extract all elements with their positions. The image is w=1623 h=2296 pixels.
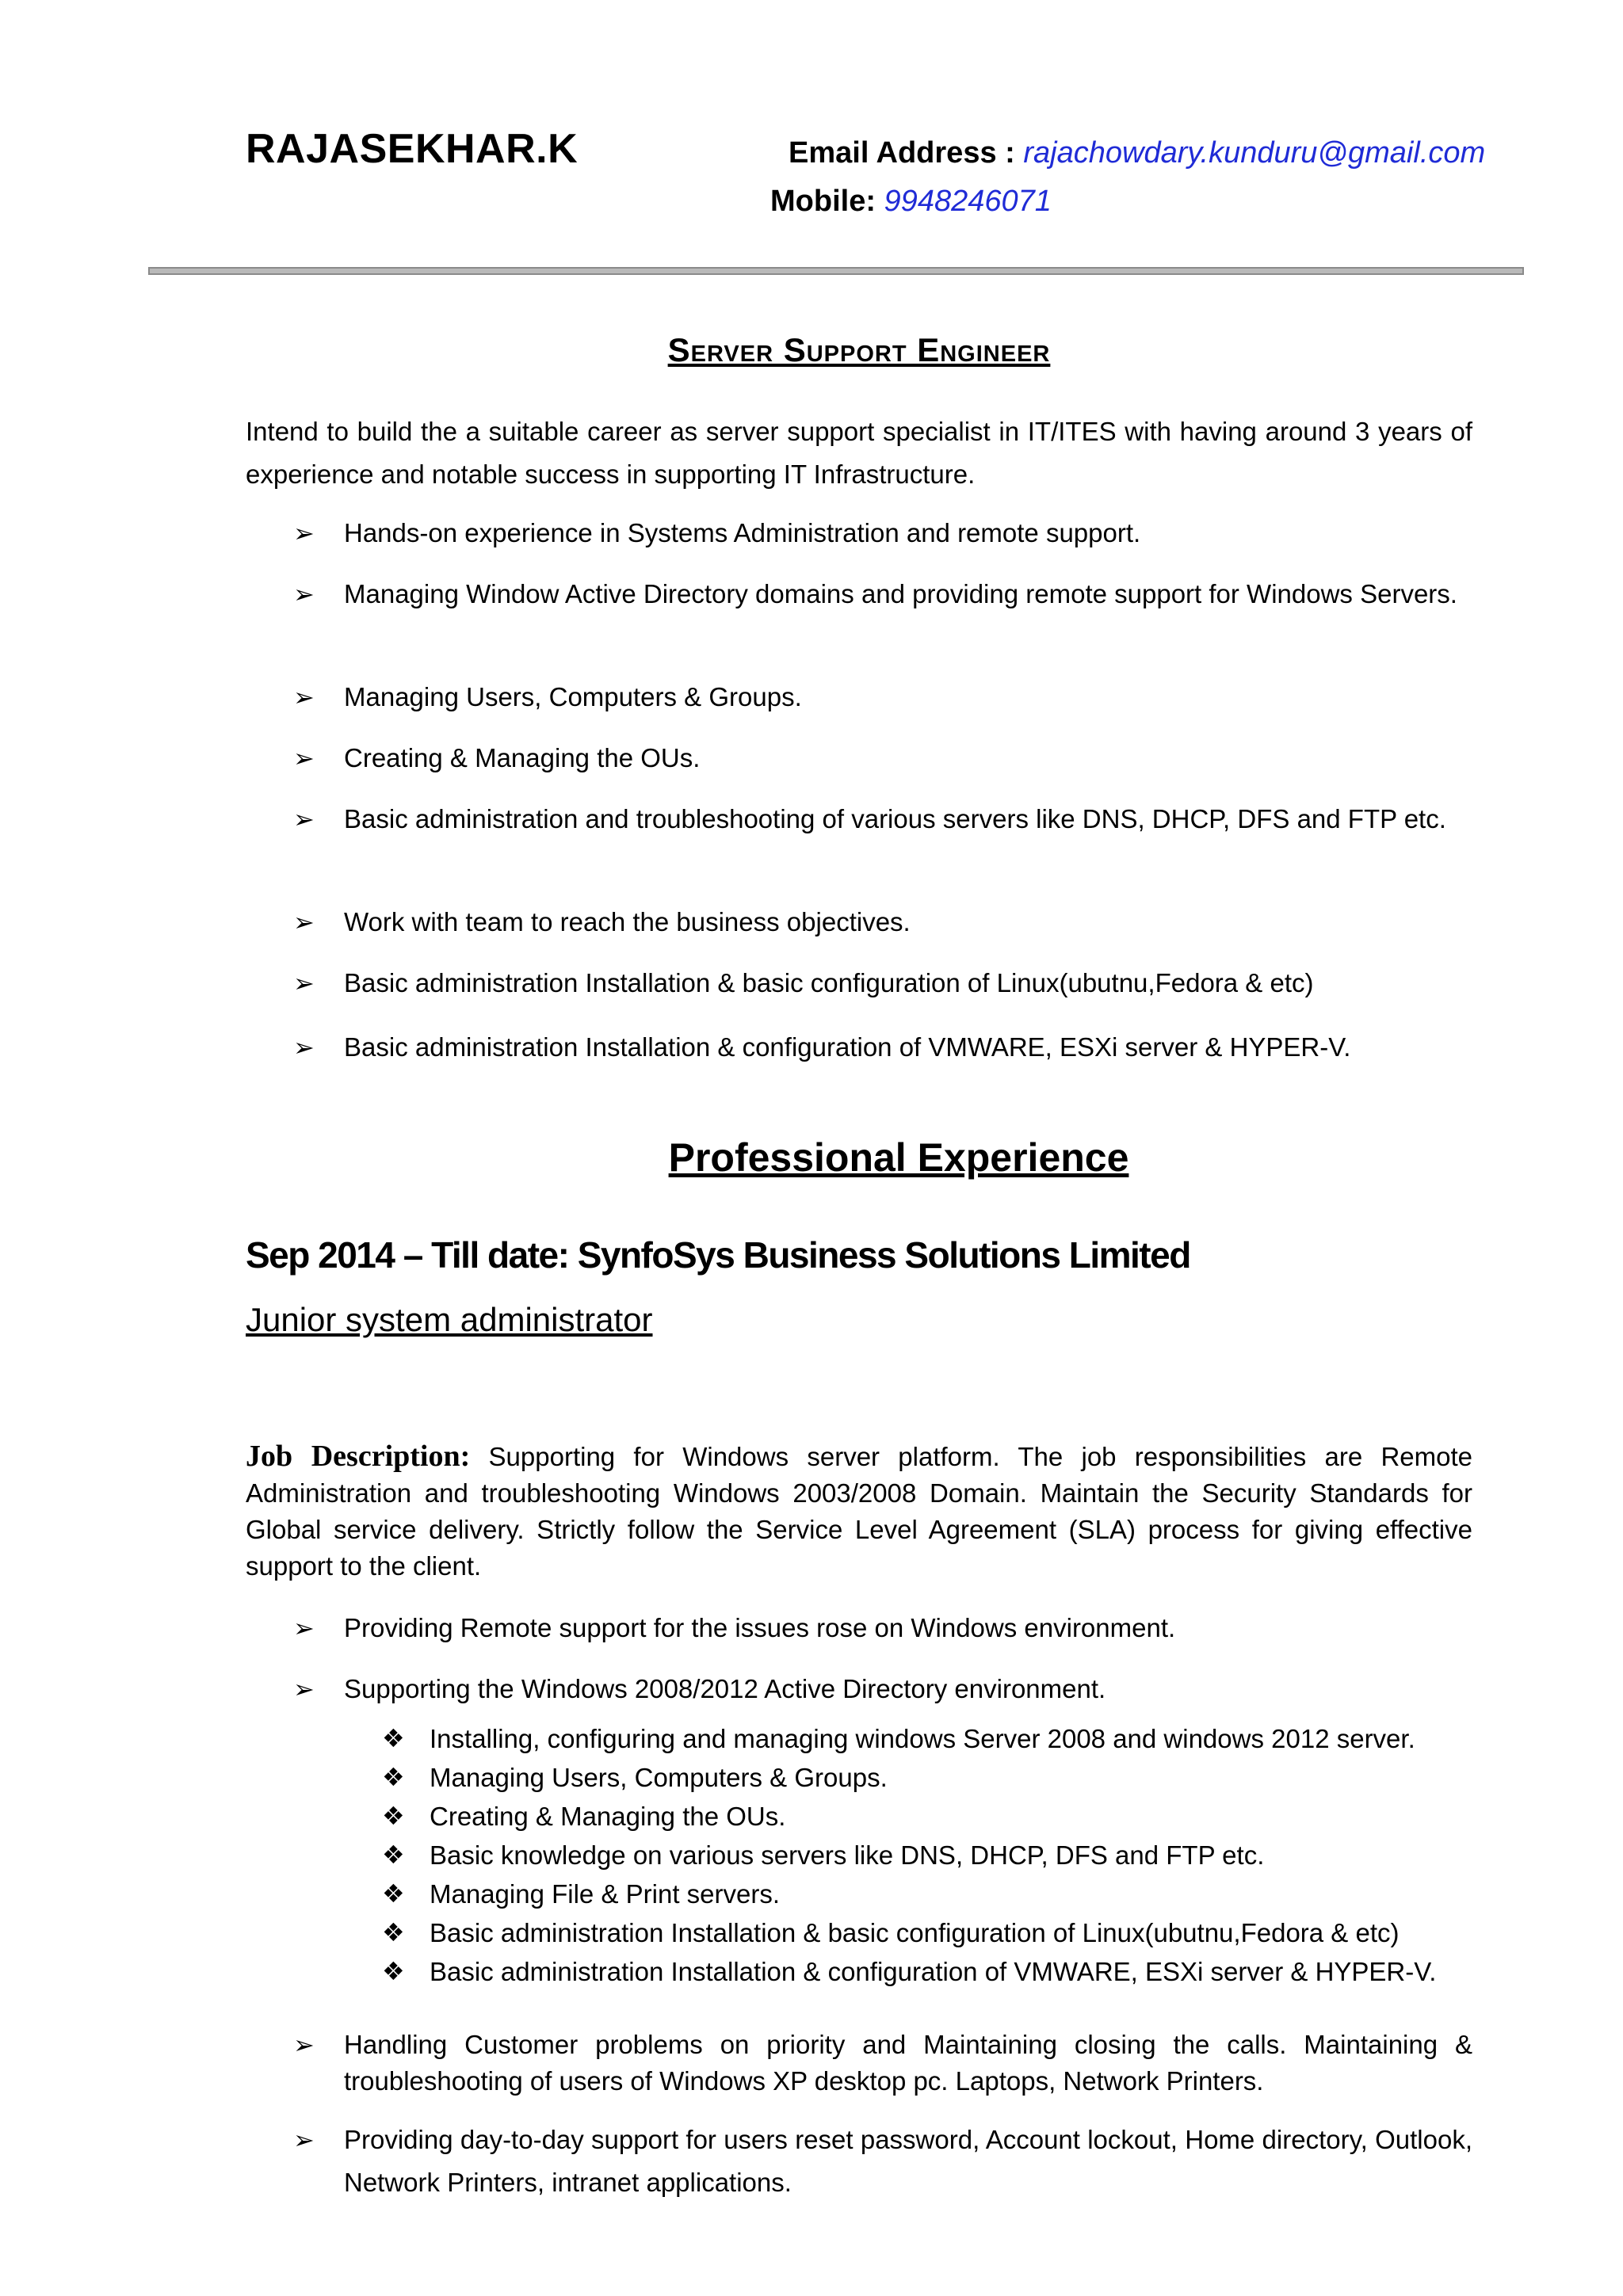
mobile-number: 9948246071 — [884, 185, 1052, 218]
arrow-bullet-icon: ➢ — [293, 969, 315, 997]
sub-bullet-text: Creating & Managing the OUs. — [430, 1802, 786, 1831]
sub-bullet-text: Basic knowledge on various servers like DNS, DHCP, DFS and FTP etc. — [430, 1840, 1265, 1870]
experience-bullet — [295, 1668, 1472, 1711]
bullet-text: Basic administration Installation & basic configuration of Linux(ubutnu,Fedora & etc) — [344, 968, 1314, 997]
arrow-bullet-icon: ➢ — [293, 2031, 315, 2059]
sub-bullet — [382, 1875, 1491, 1913]
arrow-bullet-icon: ➢ — [293, 1675, 315, 1703]
bullet-text: Work with team to reach the business objectives. — [344, 907, 911, 936]
arrow-bullet-icon: ➢ — [293, 2126, 315, 2154]
sub-bullet — [382, 1913, 1491, 1952]
objective-bullet — [295, 798, 1472, 841]
arrow-bullet-icon: ➢ — [293, 805, 315, 833]
sub-bullet-text: Managing Users, Computers & Groups. — [430, 1763, 888, 1792]
objective-bullet — [295, 962, 1472, 1005]
bullet-text: Managing Window Active Directory domains and providing remote support for Windows Servers. — [344, 579, 1457, 608]
diamond-bullet-icon: ❖ — [382, 1918, 405, 1947]
sub-bullet — [382, 1719, 1491, 1758]
objective-intro: Intend to build the a suitable career as server support specialist in IT/ITES with having around 3 years of experience and notable success in supporting IT Infrastructure. — [246, 417, 1472, 489]
diamond-bullet-icon: ❖ — [382, 1840, 405, 1869]
arrow-bullet-icon: ➢ — [293, 908, 315, 936]
section-title-objective: Server Support Engineer — [667, 331, 1051, 368]
sub-bullet — [382, 1952, 1491, 1991]
experience-bullet — [295, 2119, 1472, 2204]
objective-bullet — [295, 1026, 1472, 1069]
diamond-bullet-icon: ❖ — [382, 1724, 405, 1753]
objective-bullet — [295, 737, 1472, 780]
sub-bullet — [382, 1836, 1491, 1875]
arrow-bullet-icon: ➢ — [293, 1033, 315, 1062]
diamond-bullet-icon: ❖ — [382, 1802, 405, 1830]
sub-bullet — [382, 1797, 1491, 1836]
mobile-label: Mobile: — [770, 185, 876, 218]
candidate-name: RAJASEKHAR.K — [246, 126, 579, 172]
experience-bullet — [295, 1607, 1472, 1650]
bullet-text: Managing Users, Computers & Groups. — [344, 682, 802, 711]
job-title: Junior system administrator — [246, 1301, 653, 1338]
job-heading: Sep 2014 – Till date: SynfoSys Business Solutions Limited — [246, 1234, 1190, 1276]
job-description — [246, 1438, 1472, 1585]
mobile-row — [770, 185, 1052, 219]
bullet-text: Handling Customer problems on priority and Maintaining closing the calls. Maintaining & troubleshooting of users of Windows XP desktop pc. Laptops, Network Printers. — [344, 2030, 1472, 2096]
email-link[interactable]: rajachowdary.kunduru@gmail.com — [1023, 136, 1486, 170]
bullet-text: Basic administration Installation & configuration of VMWARE, ESXi server & HYPER-V. — [344, 1032, 1351, 1062]
objective-bullet — [295, 512, 1472, 555]
sub-bullet-text: Installing, configuring and managing windows Server 2008 and windows 2012 server. — [430, 1724, 1415, 1753]
objective-bullet — [295, 573, 1472, 616]
sub-bullet-text: Managing File & Print servers. — [430, 1879, 781, 1909]
objective-bullet — [295, 901, 1472, 944]
bullet-text: Providing day-to-day support for users reset password, Account lockout, Home directory, Outlook, Network Printers, intranet applications. — [344, 2125, 1472, 2197]
job-description-label: Job Description: — [246, 1440, 471, 1473]
sub-bullet-text: Basic administration Installation & configuration of VMWARE, ESXi server & HYPER-V. — [430, 1957, 1437, 1986]
section-title-experience: Professional Experience — [668, 1135, 1129, 1180]
arrow-bullet-icon: ➢ — [293, 744, 315, 772]
objective-bullet — [295, 676, 1472, 719]
experience-bullet — [295, 2027, 1472, 2100]
bullet-text: Providing Remote support for the issues rose on Windows environment. — [344, 1613, 1176, 1642]
sub-bullet-text: Basic administration Installation & basic configuration of Linux(ubutnu,Fedora & etc) — [430, 1918, 1400, 1947]
email-row — [789, 136, 1485, 170]
job-description-text: Supporting for Windows server platform. The job responsibilities are Remote Administration and troubleshooting Windows 2003/2008 Domain. Maintain the Security Standards for Global service delivery. Strictly follow the Service Level Agreement (SLA) process for giving effective support to the client. — [246, 1442, 1473, 1581]
header-divider — [148, 267, 1524, 275]
arrow-bullet-icon: ➢ — [293, 1614, 315, 1642]
bullet-text: Creating & Managing the OUs. — [344, 743, 701, 772]
diamond-bullet-icon: ❖ — [382, 1957, 405, 1985]
bullet-text: Hands-on experience in Systems Administration and remote support. — [344, 518, 1141, 547]
bullet-text: Basic administration and troubleshooting of various servers like DNS, DHCP, DFS and FTP etc. — [344, 804, 1446, 833]
diamond-bullet-icon: ❖ — [382, 1879, 405, 1908]
arrow-bullet-icon: ➢ — [293, 580, 315, 608]
sub-bullet — [382, 1758, 1491, 1797]
email-label: Email Address : — [789, 136, 1015, 170]
arrow-bullet-icon: ➢ — [293, 519, 315, 547]
bullet-text: Supporting the Windows 2008/2012 Active Directory environment. — [344, 1674, 1106, 1703]
arrow-bullet-icon: ➢ — [293, 683, 315, 711]
diamond-bullet-icon: ❖ — [382, 1763, 405, 1791]
